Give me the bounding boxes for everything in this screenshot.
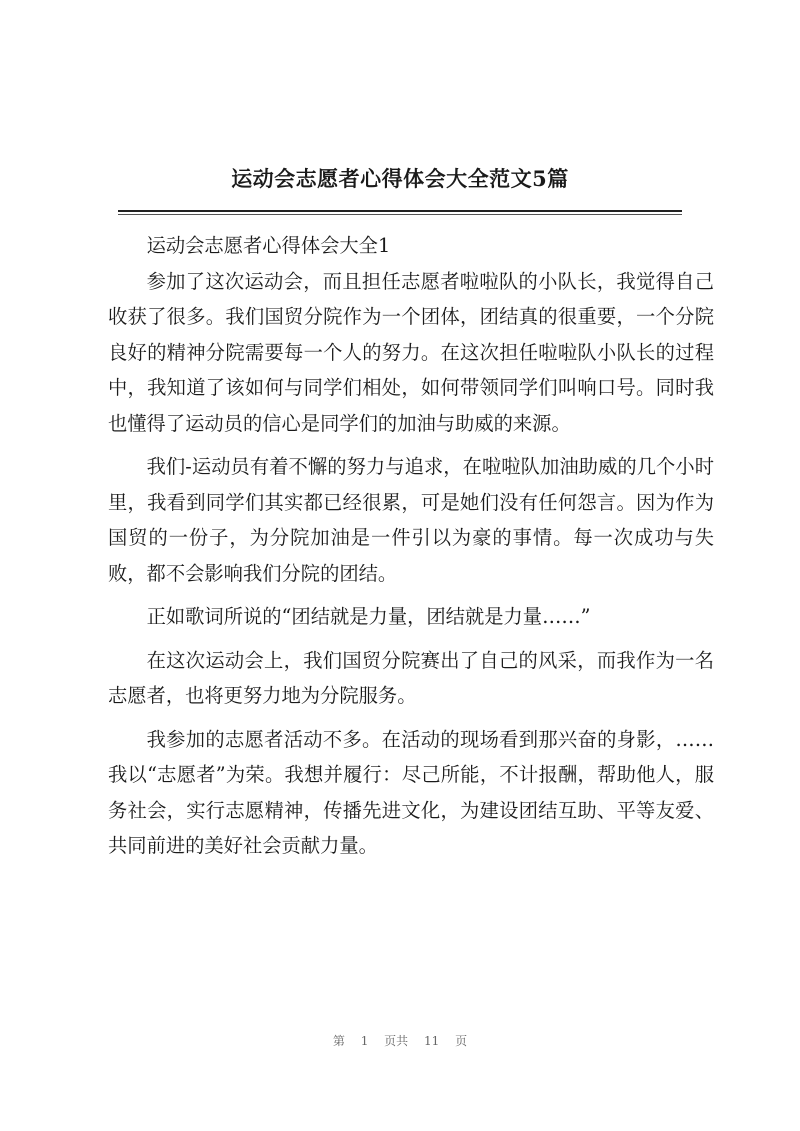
- document-body: [108, 228, 714, 872]
- paragraph-4: 在这次运动会上，我们国贸分院赛出了自己的风采，而我作为一名志愿者，也将更努力地为分院服务。: [108, 648, 714, 707]
- page-footer: [0, 1032, 800, 1049]
- footer-prefix: 第: [332, 1034, 345, 1048]
- document-title: 运动会志愿者心得体会大全范文5篇: [231, 166, 569, 191]
- title-divider: [118, 210, 682, 212]
- footer-suffix: 页: [455, 1034, 468, 1048]
- paragraph-1: 参加了这次运动会，而且担任志愿者啦啦队的小队长，我觉得自己收获了很多。我们国贸分院作为一个团体，团结真的很重要，一个分院良好的精神分院需要每一个人的努力。在这次担任啦啦队小队长的过程中，我知道了该如何与同学们相处，如何带领同学们叫响口号。同时我也懂得了运动员的信心是同学们的加油与助威的来源。: [108, 269, 714, 435]
- paragraph-2: 我们-运动员有着不懈的努力与追求，在啦啦队加油助威的几个小时里，我看到同学们其实都已经很累，可是她们没有任何怨言。因为作为国贸的一份子，为分院加油是一件引以为豪的事情。每一次成功与失败，都不会影响我们分院的团结。: [108, 455, 714, 585]
- footer-mid: 页共: [384, 1034, 409, 1048]
- total-pages-number: 11: [424, 1034, 440, 1048]
- section-heading: 运动会志愿者心得体会大全1: [146, 234, 391, 257]
- current-page-number: 1: [360, 1034, 369, 1048]
- paragraph-3: 正如歌词所说的“团结就是力量，团结就是力量……”: [146, 605, 591, 628]
- paragraph-5: 我参加的志愿者活动不多。在活动的现场看到那兴奋的身影，……我以“志愿者”为荣。我想并履行：尽己所能，不计报酬，帮助他人，服务社会，实行志愿精神，传播先进文化，为建设团结互助、平等友爱、共同前进的美好社会贡献力量。: [108, 727, 714, 857]
